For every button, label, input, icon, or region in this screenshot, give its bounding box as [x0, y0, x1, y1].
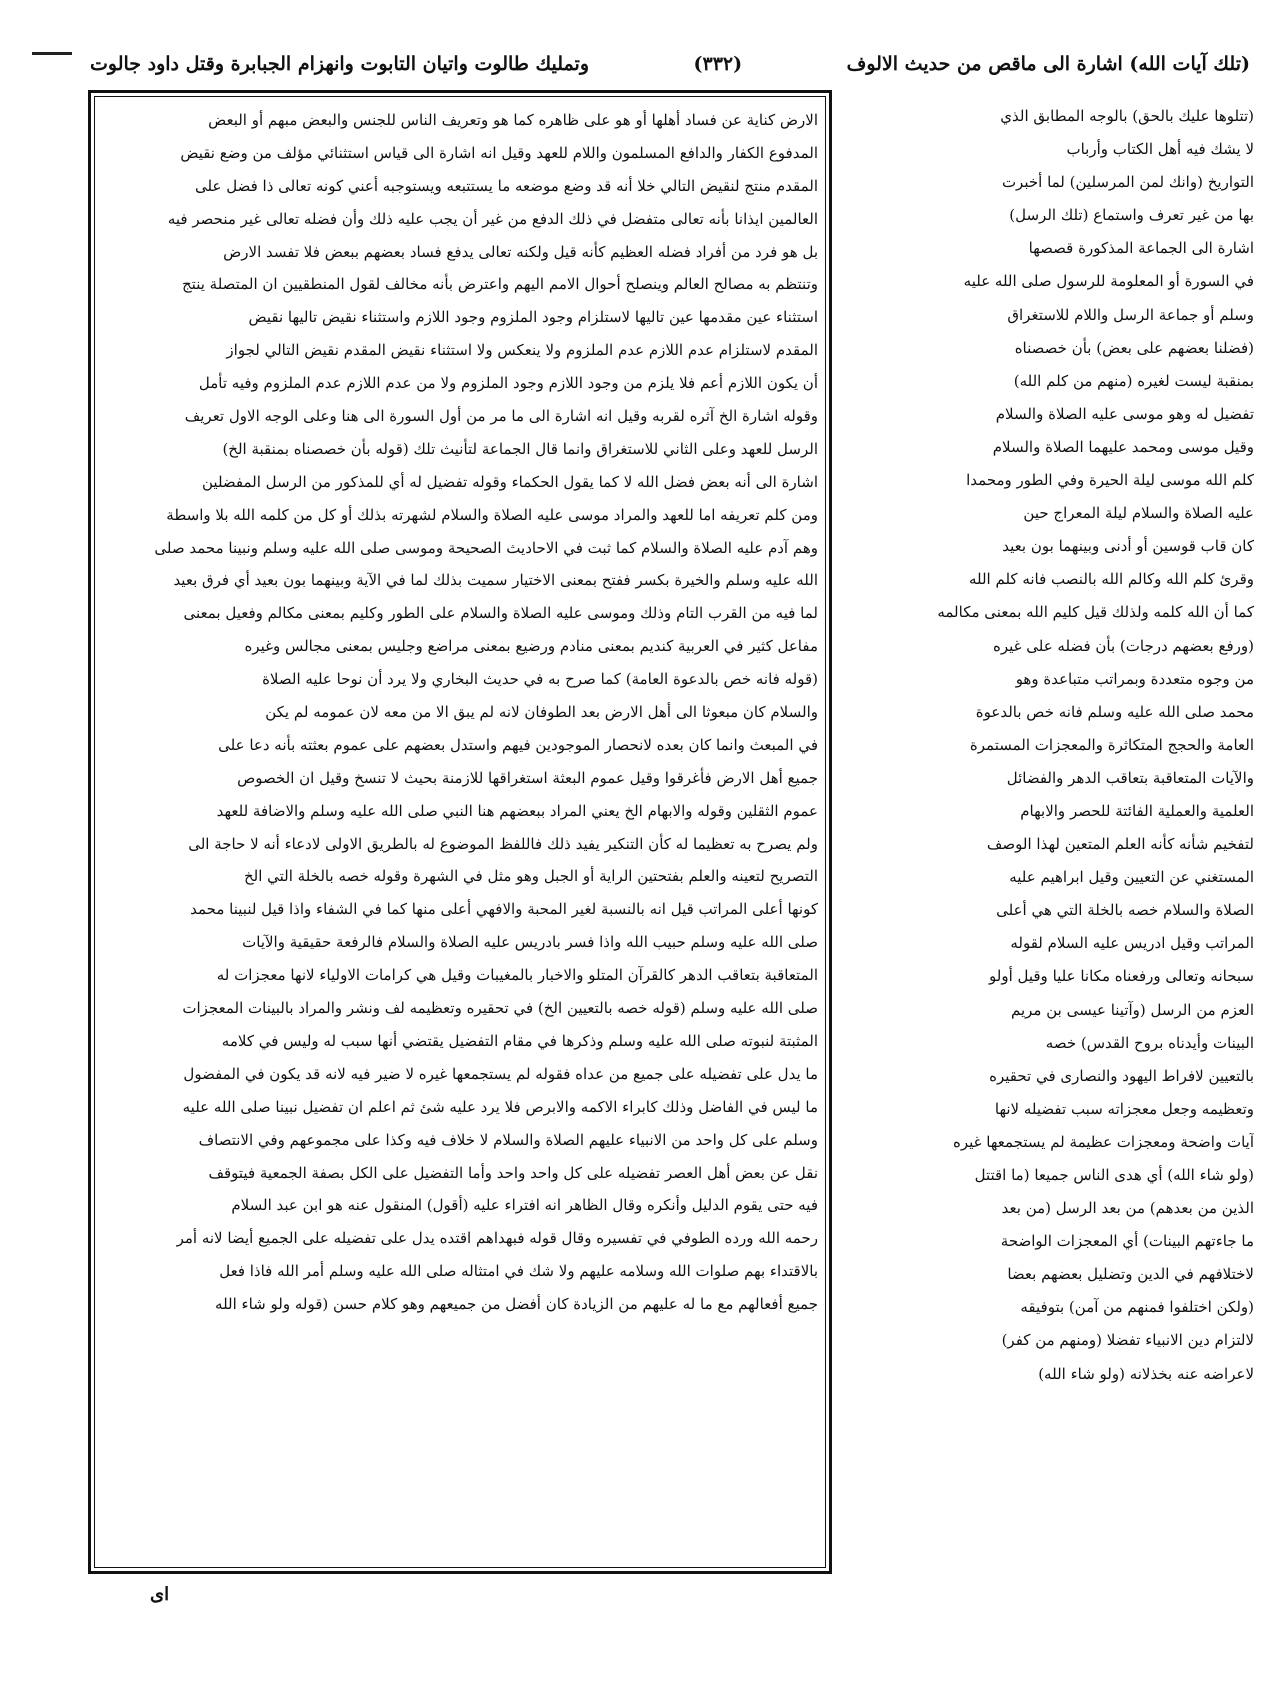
catchword: اى	[150, 1584, 170, 1605]
tafsir-margin-text	[842, 100, 1254, 1660]
margin-line: لا يشك فيه أهل الكتاب وأرباب	[1066, 140, 1254, 159]
margin-line: والآيات المتعاقبة بتعاقب الدهر والفضائل	[1006, 768, 1254, 787]
margin-line: تفضيل له وهو موسى عليه الصلاة والسلام	[995, 404, 1254, 423]
margin-line: (تتلوها عليك بالحق) بالوجه المطابق الذي	[1000, 107, 1254, 125]
margin-line: لاختلافهم في الدين وتضليل بعضهم بعضا	[1007, 1265, 1254, 1284]
commentary-line: العالمين ايذانا بأنه تعالى متفضل في ذلك الدفع من غير أن يجب عليه ذلك وأن فضله تعالى غير منحصر فيه	[167, 209, 818, 228]
commentary-line: بل هو فرد من أفراد فضله العظيم كأنه قيل ولكنه تعالى يدفع فساد بعضهم ببعض فلا تفسد الارض	[223, 242, 818, 261]
commentary-line: الله عليه وسلم والخيرة بكسر ففتح بمعنى الاختيار سميت بذلك لما في الآية وبينهما بون بعيد أي فرق بعيد	[173, 571, 818, 590]
margin-line: ما جاءتهم البينات) أي المعجزات الواضحة	[1000, 1232, 1254, 1251]
commentary-line: التصريح لتعينه والعلم بفتحتين الراية أو الجبل وهو مثل في الشهرة وقوله خصه بالخلة التي الخ	[243, 867, 818, 886]
margin-line: من وجوه متعددة وبمراتب متباعدة وهو	[1015, 669, 1254, 688]
margin-line: وتعظيمه وجعل معجزاته سبب تفضيله لانها	[994, 1099, 1254, 1118]
margin-line: بها من غير تعرف واستماع (تلك الرسل)	[1009, 206, 1254, 225]
margin-line: آيات واضحة ومعجزات عظيمة لم يستجمعها غيره	[953, 1132, 1254, 1151]
commentary-text-block	[102, 104, 818, 1564]
commentary-line: ما ليس في الفاضل وذلك كابراء الاكمه والابرص فلا يرد عليه شئ ثم اعلم ان تفضيل نبينا صلى الله عليه	[182, 1097, 818, 1116]
margin-line: المستغني عن التعيين وقيل ابراهيم عليه	[1009, 868, 1254, 887]
commentary-line: الرسل للعهد وعلى الثاني للاستغراق وانما قال الجماعة لتأنيث تلك (قوله بأن خصصناه بمنقبة الخ)	[222, 439, 818, 458]
commentary-line: نقل عن بعض أهل العصر تفضيله على كل واحد واحد وأما التفضيل على الكل بصفة الجمعية فيتوقف	[208, 1163, 818, 1182]
margin-line: كان قاب قوسين أو أدنى وبينهما بون بعيد	[1002, 537, 1254, 556]
commentary-line: ومن كلم تعريفه اما للعهد والمراد موسى عليه الصلاة والسلام لشهرته بذلك أو كل من كلمه الله بلا واسطة	[166, 505, 818, 524]
margin-line: البينات وأيدناه بروح القدس) خصه	[1045, 1033, 1254, 1052]
commentary-line: لما فيه من القرب التام وذلك وموسى عليه الصلاة والسلام على الطور وكليم بمعنى مكالم وفعيل بمعنى	[183, 604, 818, 623]
margin-line: (ولو شاء الله) أي هدى الناس جميعا (ما اقتتل	[974, 1166, 1254, 1184]
margin-line: الصلاة والسلام خصه بالخلة التي هي أعلى	[996, 901, 1254, 920]
commentary-line: مفاعل كثير في العربية كنديم بمعنى منادم ورضيع بمعنى مراضع وجليس بمعنى مجالس وغيره	[244, 637, 818, 656]
commentary-line: (قوله فانه خص بالدعوة العامة) كما صرح به في حديث البخاري ولا يرد أن نوحا عليه الصلاة	[262, 670, 818, 689]
margin-line: المراتب وقيل ادريس عليه السلام لقوله	[1010, 934, 1254, 953]
commentary-line: الارض كناية عن فساد أهلها أو هو على ظاهره كما هو وتعريف الناس للجنس والبعض مبهم أو البعض	[208, 111, 818, 129]
commentary-line: عموم الثقلين وقوله والابهام الخ يعني المراد ببعضهم هنا النبي صلى الله عليه وسلم والاضافة للعهد	[216, 801, 818, 820]
margin-line: العلمية والعملية الفائتة للحصر والابهام	[1020, 801, 1254, 820]
commentary-line: كونها أعلى المراتب قيل انه بالنسبة لغير المحبة والافهي أعلى منها كما في الشفاء واذا قيل لنبينا محمد	[190, 900, 818, 919]
commentary-line: جميع أهل الارض فأغرقوا وقيل عموم البعثة استغراقها للازمنة بحيث لا تنسخ وقيل ان الخصوص	[237, 768, 818, 787]
commentary-line: المتعاقبة بتعاقب الدهر كالقرآن المتلو والاخبار بالمغيبات وقيل هي كرامات الاولياء لانها معجزات له	[216, 966, 818, 985]
commentary-line: المثبتة لنبوته صلى الله عليه وسلم وذكرها في مقام التفضيل يقتضي أنها سبب له وليس في كلامه	[221, 1031, 818, 1050]
commentary-line: صلى الله عليه وسلم حبيب الله واذا فسر بادريس عليه الصلاة والسلام فالرفعة حقيقية والآيات	[242, 933, 818, 952]
margin-line: وسلم أو جماعة الرسل واللام للاستغراق	[1007, 305, 1254, 324]
commentary-line: بالاقتداء بهم صلوات الله وسلامه عليهم ولا شك في امتثاله صلى الله عليه وسلم أمر الله فاذا فعل	[219, 1262, 818, 1281]
margin-line: كلم الله موسى ليلة الحيرة وفي الطور ومحمدا	[966, 471, 1254, 490]
commentary-line: المدفوع الكفار والدافع المسلمون واللام للعهد وقيل انه اشارة الى قياس استثنائي مؤلف من وضع نقيض	[180, 143, 818, 162]
commentary-line: رحمه الله ورده الطوفي في تفسيره وقال قوله فبهداهم اقتده يدل على تفضيله على الجميع أيضا لانه أمر	[176, 1229, 818, 1248]
margin-line: الذين من بعدهم) من بعد الرسل (من بعد	[1001, 1199, 1254, 1218]
commentary-line: ما يدل على تفضيله على جميع من عداه فقوله لم يستجمعها غيره لا ضير فيه لانه قد يكون في المفضول	[183, 1064, 818, 1083]
margin-line: سبحانه وتعالى ورفعناه مكانا عليا وقيل أولو	[989, 967, 1254, 986]
header-left-title: وتمليك طالوت واتيان التابوت وانهزام الجبابرة وقتل داود جالوت	[90, 53, 589, 75]
commentary-line: وقوله اشارة الخ آثره لقربه وقيل انه اشارة الى ما مر من أول السورة الى هنا وعلى الوجه الاول تعريف	[184, 407, 818, 426]
margin-line: وقرئ كلم الله وكالم الله بالنصب فانه كلم الله	[968, 570, 1254, 589]
margin-line: في السورة أو المعلومة للرسول صلى الله عليه	[963, 272, 1254, 291]
margin-line: بالتعيين لافراط اليهود والنصارى في تحقيره	[989, 1066, 1254, 1085]
commentary-line: استثناء عين مقدمها عين تاليها لاستلزام وجود الملزوم وجود اللازم واستثناء نقيض تاليها نقيض	[248, 308, 818, 327]
margin-line: (ورفع بعضهم درجات) بأن فضله على غيره	[992, 636, 1254, 655]
margin-line: اشارة الى الجماعة المذكورة قصصها	[1028, 239, 1254, 258]
commentary-line: ولم يصرح به تعظيما له كأن التنكير يفيد ذلك فاللفظ الموضوع له بالطريق الاولى لادعاء أنه لا حاجة الى	[188, 834, 818, 853]
margin-line: عليه الصلاة والسلام ليلة المعراج حين	[1023, 504, 1254, 523]
commentary-line: فيه حتى يقوم الدليل وأنكره وقال الظاهر انه افتراء عليه (أقول) المنقول عنه هو ابن عبد السلام	[231, 1196, 818, 1215]
margin-line: بمنقبة ليست لغيره (منهم من كلم الله)	[1013, 371, 1254, 390]
page-number: (٣٣٢)	[693, 53, 743, 75]
commentary-line: جميع أفعالهم مع ما له عليهم من الزيادة كان أفضل من جميعهم وهو كلام حسن (قوله ولو شاء الله	[215, 1295, 818, 1314]
corner-dash	[32, 52, 72, 55]
commentary-line: اشارة الى أنه بعض فضل الله لا كما يقول الحكماء وقوله تفضيل له أي للمذكور من الرسل المفضلين	[202, 472, 818, 491]
margin-line: وقيل موسى ومحمد عليهما الصلاة والسلام	[992, 437, 1254, 456]
margin-line: لاعراضه عنه بخذلانه (ولو شاء الله)	[1038, 1364, 1254, 1383]
margin-line: التواريخ (وانك لمن المرسلين) لما أخبرت	[1001, 173, 1254, 192]
margin-line: كما أن الله كلمه ولذلك قيل كليم الله بمعنى مكالمه	[937, 603, 1254, 622]
commentary-line: وهم آدم عليه الصلاة والسلام كما ثبت في الاحاديث الصحيحة وموسى صلى الله عليه وسلم ونبينا محمد صلى	[154, 538, 818, 557]
margin-line: العزم من الرسل (وآتينا عيسى بن مريم	[1010, 1000, 1254, 1019]
margin-line: (ولكن اختلفوا فمنهم من آمن) بتوفيقه	[1020, 1298, 1254, 1317]
commentary-line: والسلام كان مبعوثا الى أهل الارض بعد الطوفان لانه لم يبق الا من معه لان عمومه لم يكن	[265, 703, 818, 722]
commentary-line: صلى الله عليه وسلم (قوله خصه بالتعيين الخ) في تحقيره وتعظيمه لف ونشر والمراد بالبينات المعجزات	[182, 999, 818, 1018]
margin-line: العامة والحجج المتكاثرة والمعجزات المستمرة	[969, 735, 1254, 754]
margin-line: لتفخيم شأنه كأنه العلم المتعين لهذا الوصف	[986, 835, 1254, 854]
commentary-line: المقدم لاستلزام عدم اللازم عدم الملزوم ولا ينعكس ولا استثناء نقيض المقدم نقيض التالي لجواز	[226, 341, 818, 360]
commentary-line: وسلم على كل واحد من الانبياء عليهم الصلاة والسلام لا خلاف فيه وكذا على مجموعهم وفي الانتصاف	[198, 1130, 818, 1149]
margin-line: محمد صلى الله عليه وسلم فانه خص بالدعوة	[975, 702, 1254, 721]
page-header	[90, 44, 1250, 84]
commentary-line: أن يكون اللازم أعم فلا يلزم من وجود اللازم وجود الملزوم ولا من عدم اللازم عدم الملزوم وفيه تأمل	[198, 374, 818, 393]
margin-line: (فضلنا بعضهم على بعض) بأن خصصناه	[1014, 338, 1254, 357]
commentary-line: في المبعث وانما كان بعده لانحصار الموجودين فيهم واستدل بعضهم على عموم بعثته بأنه دعا على	[218, 735, 818, 754]
header-right-title: (تلك آيات الله) اشارة الى ماقص من حديث الالوف	[846, 53, 1250, 75]
commentary-line: المقدم منتج لنقيض التالي خلا أنه قد وضع موضعه ما يستتبعه ويستوجبه أعني كونه تعالى ذا فضل على	[195, 176, 818, 195]
margin-line: لالتزام دين الانبياء تفضلا (ومنهم من كفر)	[1001, 1331, 1254, 1350]
commentary-line: وتنتظم به مصالح العالم وينصلح أحوال الامم اليهم واعترض بأنه مخالف لقول المنطقيين ان المتصلة ينتج	[181, 275, 818, 294]
